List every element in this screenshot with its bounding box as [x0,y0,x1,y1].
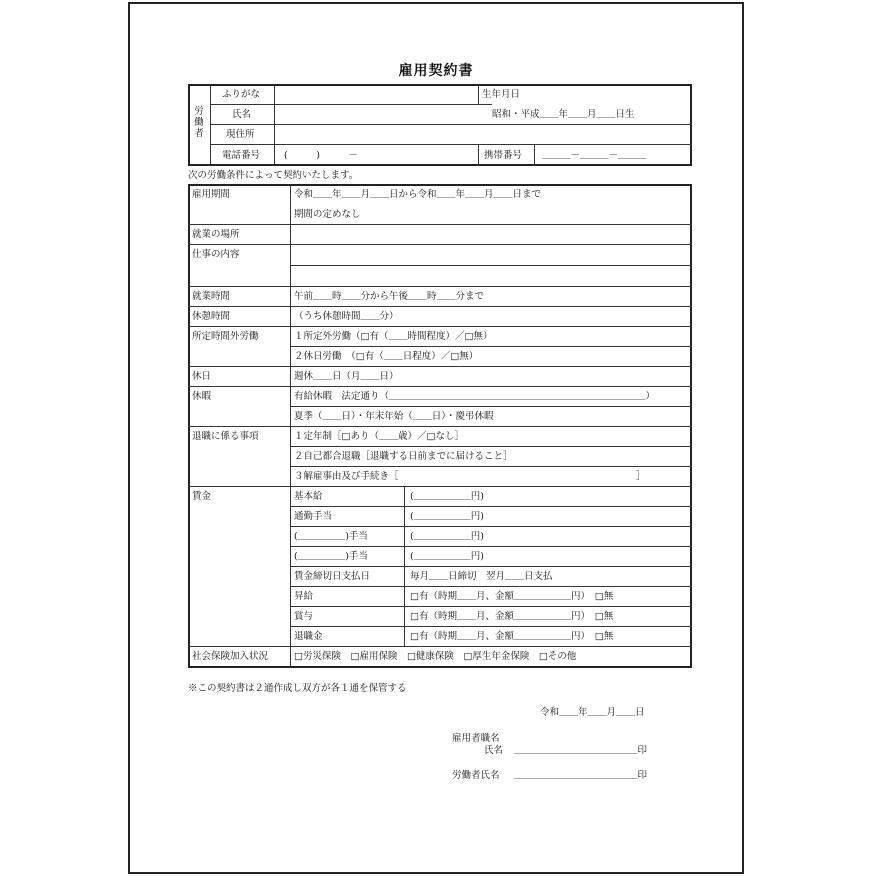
document-title: 雇用契約書 [398,63,474,79]
employer-title-label: 雇用者職名 [452,733,500,744]
overtime-line-1[interactable]: １所定外労働（□有（＿＿時間程度）／□無） [294,331,493,342]
period-line-1[interactable]: 令和＿＿年＿＿月＿＿日から令和＿＿年＿＿月＿＿日まで [294,189,542,200]
worker-signature-label: 労働者氏名 [452,770,500,781]
place-label: 就業の場所 [192,229,240,240]
insurance-value[interactable]: □労災保険 □雇用保険 □健康保険 □厚生年金保険 □その他 [294,651,577,662]
wage-item-label: 昇給 [294,591,314,602]
retire-line-2[interactable]: ２自己都合退職［退職する日前までに届けること］ [294,451,513,462]
mobile-format[interactable]: ＿＿＿－＿＿＿－＿＿＿ [542,150,647,161]
phone-label: 電話番号 [222,150,261,161]
wage-item-label[interactable]: (＿＿＿＿＿)手当 [294,551,368,562]
address-label: 現住所 [226,129,255,140]
holiday-value[interactable]: 週休＿＿日（月＿＿日） [294,371,399,382]
overtime-line-2[interactable]: ２休日労働 （□有（＿＿日程度）／□無） [294,351,479,362]
period-label: 雇用期間 [192,189,231,200]
hours-value[interactable]: 午前＿＿時＿＿分から午後＿＿時＿＿分まで [294,291,485,302]
insurance-label: 社会保険加入状況 [192,651,269,662]
wage-item-value[interactable]: (＿＿＿＿＿＿円) [410,491,484,502]
wage-item-value[interactable]: (＿＿＿＿＿＿円) [410,511,484,522]
contract-note: ※この契約書は２通作成し双方が各１通を保管する [188,683,407,694]
name-label: 氏名 [232,109,252,120]
wage-item-label: 賞与 [294,611,314,622]
wage-item-value[interactable]: 毎月＿＿日締切 翌月＿＿日支払 [410,571,553,582]
wage-item-value[interactable]: □有（時期＿＿月、金額＿＿＿＿＿＿円） □無 [410,591,614,602]
job-label: 仕事の内容 [192,249,240,260]
break-label: 休憩時間 [192,311,231,322]
retire-label: 退職に係る事項 [192,431,259,442]
holiday-label: 休日 [192,371,212,382]
leave-line-1[interactable]: 有給休暇 法定通り（＿＿＿＿＿＿＿＿＿＿＿＿＿＿＿＿＿＿＿＿＿＿＿＿＿＿＿） [294,391,656,402]
break-value[interactable]: （うち休憩時間＿＿分） [294,311,399,322]
overtime-label: 所定時間外労働 [192,331,259,342]
phone-format[interactable]: ( ) － [284,150,387,161]
wage-item-value[interactable]: □有（時期＿＿月、金額＿＿＿＿＿＿円） □無 [410,611,614,622]
wage-item-label: 退職金 [294,631,323,642]
retire-line-1[interactable]: １定年制［□あり（＿＿歳）／□なし］ [294,431,464,442]
intro-text: 次の労働条件によって契約いたします。 [188,170,359,181]
wage-item-label[interactable]: (＿＿＿＿＿)手当 [294,531,368,542]
worker-signature-line[interactable]: ＿＿＿＿＿＿＿＿＿＿＿＿＿印 [514,770,648,781]
wage-item-label: 通勤手当 [294,511,333,522]
contract-page [128,2,744,874]
hours-label: 就業時間 [192,291,231,302]
wage-label: 賃金 [192,491,212,502]
contract-date[interactable]: 令和＿＿年＿＿月＿＿日 [540,707,645,718]
worker-side-label: 労働者 [194,106,204,139]
wage-item-value[interactable]: (＿＿＿＿＿＿円) [410,551,484,562]
retire-line-3[interactable]: ３解雇事由及び手続き［ ］ [294,471,646,482]
leave-label: 休暇 [192,391,212,402]
employer-name-label: 氏名 [484,745,504,756]
wage-item-value[interactable]: □有（時期＿＿月、金額＿＿＿＿＿＿円） □無 [410,631,614,642]
wage-item-label: 賃金締切日支払日 [294,571,371,582]
employer-signature-line[interactable]: ＿＿＿＿＿＿＿＿＿＿＿＿＿印 [514,745,648,756]
wage-item-label: 基本給 [294,491,323,502]
birth-format[interactable]: 昭和・平成＿＿年＿＿月＿＿日生 [492,109,635,120]
birth-label: 生年月日 [482,89,521,100]
leave-line-2[interactable]: 夏季（＿＿日）・年末年始（＿＿日）・慶弔休暇 [294,411,494,422]
mobile-label: 携帯番号 [484,150,523,161]
furigana-label: ふりがな [222,89,261,100]
period-line-2[interactable]: 期間の定めなし [294,209,361,220]
wage-item-value[interactable]: (＿＿＿＿＿＿円) [410,531,484,542]
